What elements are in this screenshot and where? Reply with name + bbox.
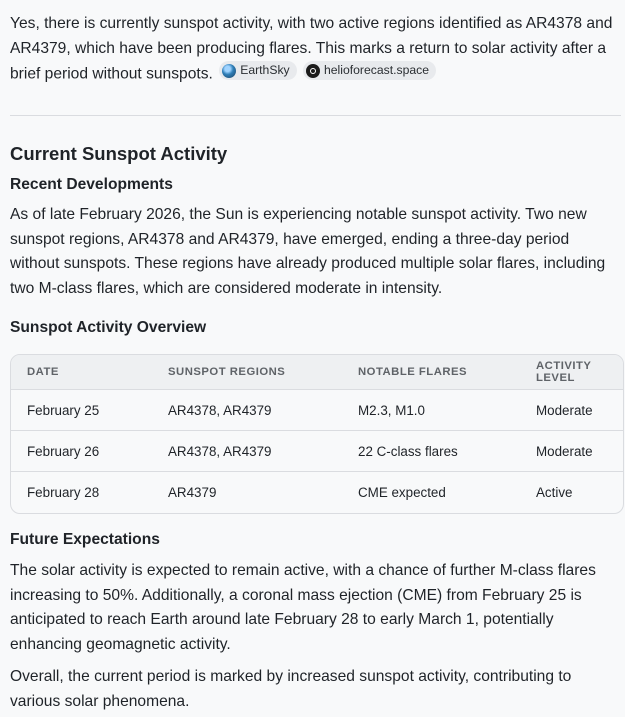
- cell-activity: Active: [536, 484, 573, 500]
- cell-activity: Moderate: [520, 390, 623, 431]
- column-header-date: DATE: [11, 355, 152, 390]
- overall-summary-text: Overall, the current period is marked by increased sunspot activity, contributing to various solar phenomena.: [10, 668, 572, 710]
- cell-regions: AR4378, AR4379: [152, 431, 342, 472]
- cell-activity: Moderate: [520, 431, 623, 472]
- intro-text: Yes, there is currently sunspot activity, with two active regions identified as AR4378 and AR4379, which have been producing flares. This marks a return to solar activity after a brief period without sunspots.: [10, 15, 613, 83]
- table-row: [11, 472, 623, 513]
- helioforecast-icon: [306, 64, 320, 78]
- future-expectations-text: The solar activity is expected to remain active, with a chance of further M-class flares increasing to 50%. Additionally, a coronal mass ejection (CME) from February 25 is anticipated to reach Earth around late February 28 to early March 1, potentially enhancing geomagnetic activity.: [10, 562, 596, 653]
- table-row: [11, 431, 623, 472]
- source-chip-label: EarthSky: [240, 63, 290, 78]
- recent-developments-heading: Recent Developments: [10, 176, 173, 193]
- section-divider: [10, 115, 621, 116]
- section-title: Current Sunspot Activity: [10, 143, 228, 164]
- source-chip-helioforecast[interactable]: [303, 61, 436, 80]
- source-chip-earthsky[interactable]: [219, 61, 296, 80]
- recent-developments-text: As of late February 2026, the Sun is experiencing notable sunspot activity. Two new sunspot regions, AR4378 and AR4379, have emerged, ending a three-day period without sunspots. These regions have already produced multiple solar flares, including two M-class flares, which are considered moderate in intensity.: [10, 206, 606, 297]
- column-header-activity: ACTIVITY LEVEL: [520, 355, 623, 390]
- cell-date: February 28: [27, 484, 100, 500]
- table-row: [11, 390, 623, 431]
- future-expectations-heading: Future Expectations: [10, 531, 160, 548]
- overview-heading: Sunspot Activity Overview: [10, 319, 207, 336]
- cell-flares: CME expected: [358, 484, 446, 500]
- cell-flares: M2.3, M1.0: [342, 390, 520, 431]
- cell-flares: 22 C-class flares: [342, 431, 520, 472]
- cell-regions: AR4378, AR4379: [152, 390, 342, 431]
- intro-paragraph: [10, 12, 617, 87]
- cell-date: February 25: [11, 390, 152, 431]
- cell-date: February 26: [11, 431, 152, 472]
- source-chip-label: helioforecast.space: [323, 63, 429, 78]
- table-header-row: [11, 355, 623, 390]
- sunspot-overview-table: [10, 354, 624, 514]
- column-header-flares: NOTABLE FLARES: [342, 355, 520, 390]
- column-header-regions: SUNSPOT REGIONS: [152, 355, 342, 390]
- earthsky-icon: [222, 64, 236, 78]
- cell-regions: AR4379: [168, 484, 217, 500]
